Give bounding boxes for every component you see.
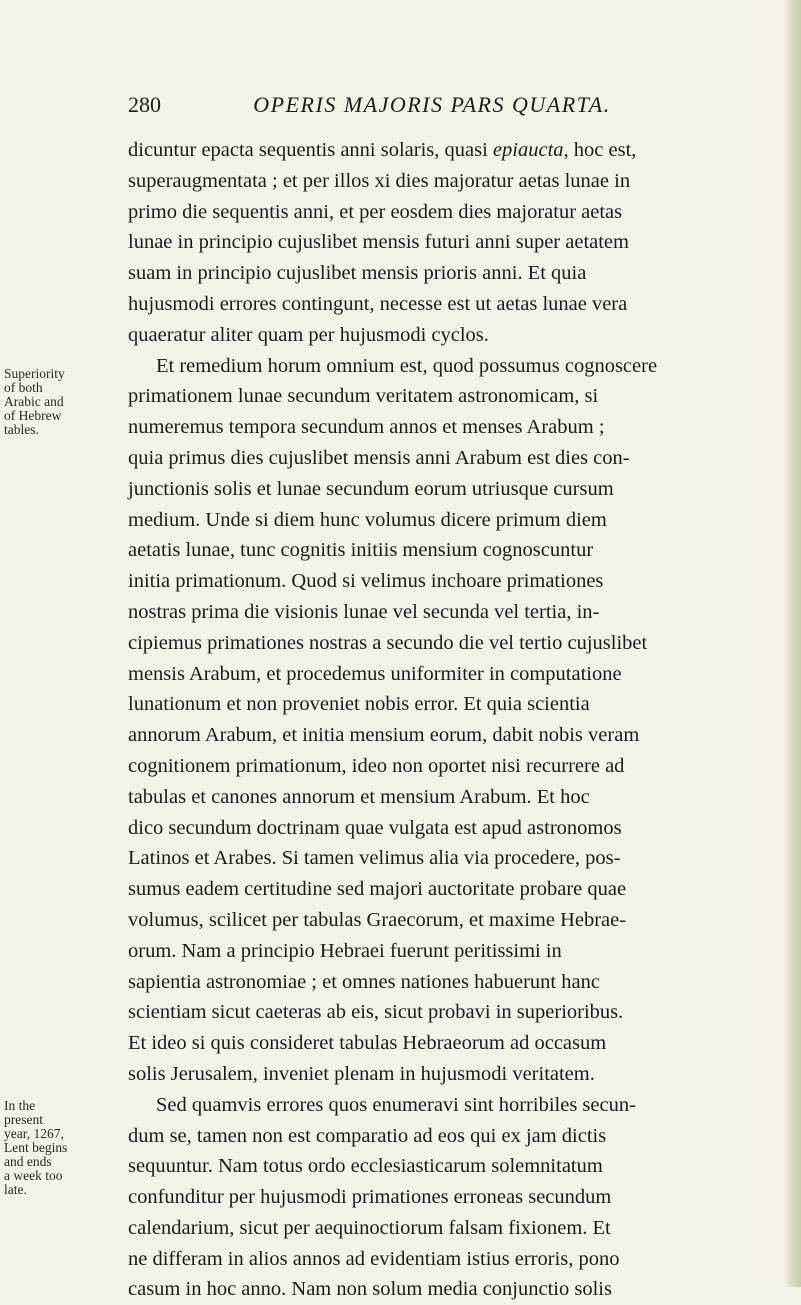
text-line: volumus, scilicet per tabulas Graecorum, et maxime Hebrae-: [128, 908, 627, 931]
body-text: [128, 135, 798, 1305]
text-line: mensis Arabum, et procedemus uniformiter in computatione: [128, 662, 622, 685]
text-line: primo die sequentis anni, et per eosdem dies majoratur aetas: [128, 200, 623, 223]
text-line: sapientia astronomiae ; et omnes nationes habuerunt hanc: [128, 970, 600, 993]
text-line: cognitionem primationum, ideo non oportet nisi recurrere ad: [128, 754, 625, 777]
text-line: sumus eadem certitudine sed majori auctoritate probare quae: [128, 878, 627, 901]
text-line: quia primus dies cujuslibet mensis anni Arabum est dies con-: [128, 446, 630, 469]
text-line: Sed quamvis errores quos enumeravi sint horribiles secun-: [156, 1093, 636, 1116]
text-line: orum. Nam a principio Hebraei fuerunt peritissimi in: [128, 939, 562, 962]
running-head: OPERIS MAJORIS PARS QUARTA.: [253, 92, 611, 117]
text-line: lunae in principio cujuslibet mensis futuri anni super aetatem: [128, 231, 629, 254]
text-line: suam in principio cujuslibet mensis prioris anni. Et quia: [128, 262, 587, 285]
margin-note-superiority: [4, 367, 122, 437]
text-segment: , hoc est,: [563, 139, 637, 161]
text-line: nostras prima die visionis lunae vel secunda vel tertia, in-: [128, 600, 600, 623]
margin-note-line: late.: [4, 1182, 27, 1197]
text-line: superaugmentata ; et per illos xi dies majoratur aetas lunae in: [128, 169, 631, 192]
text-line: tabulas et canones annorum et mensium Arabum. Et hoc: [128, 785, 590, 808]
text-line: medium. Unde si diem hunc volumus dicere primum diem: [128, 508, 607, 531]
text-line: confunditur per hujusmodi primationes erroneas secundum: [128, 1186, 612, 1209]
text-line: primationem lunae secundum veritatem astronomicam, si: [128, 385, 599, 408]
margin-note-line: Superiority: [4, 366, 65, 381]
text-line: ne differam in alios annos ad evidentiam istius erroris, pono: [128, 1247, 620, 1270]
margin-note-line: tables.: [4, 422, 39, 437]
text-line: Et remedium horum omnium est, quod possumus cognoscere: [156, 354, 658, 377]
text-line: aetatis lunae, tunc cognitis initiis mensium cognoscuntur: [128, 539, 594, 562]
text-line: solis Jerusalem, inveniet plenam in hujusmodi veritatem.: [128, 1062, 595, 1085]
text-line: lunationum et non proveniet nobis error. Et quia scientia: [128, 693, 590, 716]
text-line: [128, 135, 798, 166]
margin-note-line: and ends: [4, 1154, 52, 1169]
margin-note-lent: [4, 1099, 122, 1197]
text-segment: dicuntur epacta sequentis anni solaris, quasi: [128, 139, 493, 161]
text-line: annorum Arabum, et initia mensium eorum, dabit nobis veram: [128, 724, 640, 747]
text-line: cipiemus primationes nostras a secundo die vel tertio cujuslibet: [128, 631, 648, 654]
margin-note-line: Lent begins: [4, 1140, 68, 1155]
margin-note-line: a week too: [4, 1168, 63, 1183]
text-line: scientiam sicut caeteras ab eis, sicut probavi in superioribus.: [128, 1001, 624, 1024]
page-number: 280: [128, 92, 161, 117]
text-line: Latinos et Arabes. Si tamen velimus alia via procedere, pos-: [128, 847, 621, 870]
margin-note-line: present: [4, 1112, 43, 1127]
margin-note-line: of Hebrew: [4, 408, 62, 423]
text-line: dico secundum doctrinam quae vulgata est apud astronomos: [128, 816, 622, 839]
margin-note-line: year, 1267,: [4, 1126, 64, 1141]
page-header: [128, 92, 688, 122]
text-line: numeremus tempora secundum annos et menses Arabum ;: [128, 416, 605, 439]
text-line: Et ideo si quis consideret tabulas Hebraeorum ad occasum: [128, 1032, 607, 1055]
italic-term: epiaucta: [492, 139, 564, 161]
text-line: quaeratur aliter quam per hujusmodi cyclos.: [128, 323, 489, 346]
margin-note-line: In the: [4, 1098, 36, 1113]
text-line: sequuntur. Nam totus ordo ecclesiasticarum solemnitatum: [128, 1155, 603, 1178]
text-line: junctionis solis et lunae secundum eorum utriusque cursum: [128, 477, 614, 500]
text-line: hujusmodi errores contingunt, necesse est ut aetas lunae vera: [128, 292, 628, 315]
text-line: casum in hoc anno. Nam non solum media conjunctio solis: [128, 1278, 612, 1301]
text-line: initia primationum. Quod si velimus inchoare primationes: [128, 570, 604, 593]
text-line: calendarium, sicut per aequinoctiorum falsam fixionem. Et: [128, 1216, 611, 1239]
margin-note-line: of both: [4, 380, 43, 395]
text-line: dum se, tamen non est comparatio ad eos qui ex jam dictis: [128, 1124, 607, 1147]
margin-note-line: Arabic and: [4, 394, 64, 409]
